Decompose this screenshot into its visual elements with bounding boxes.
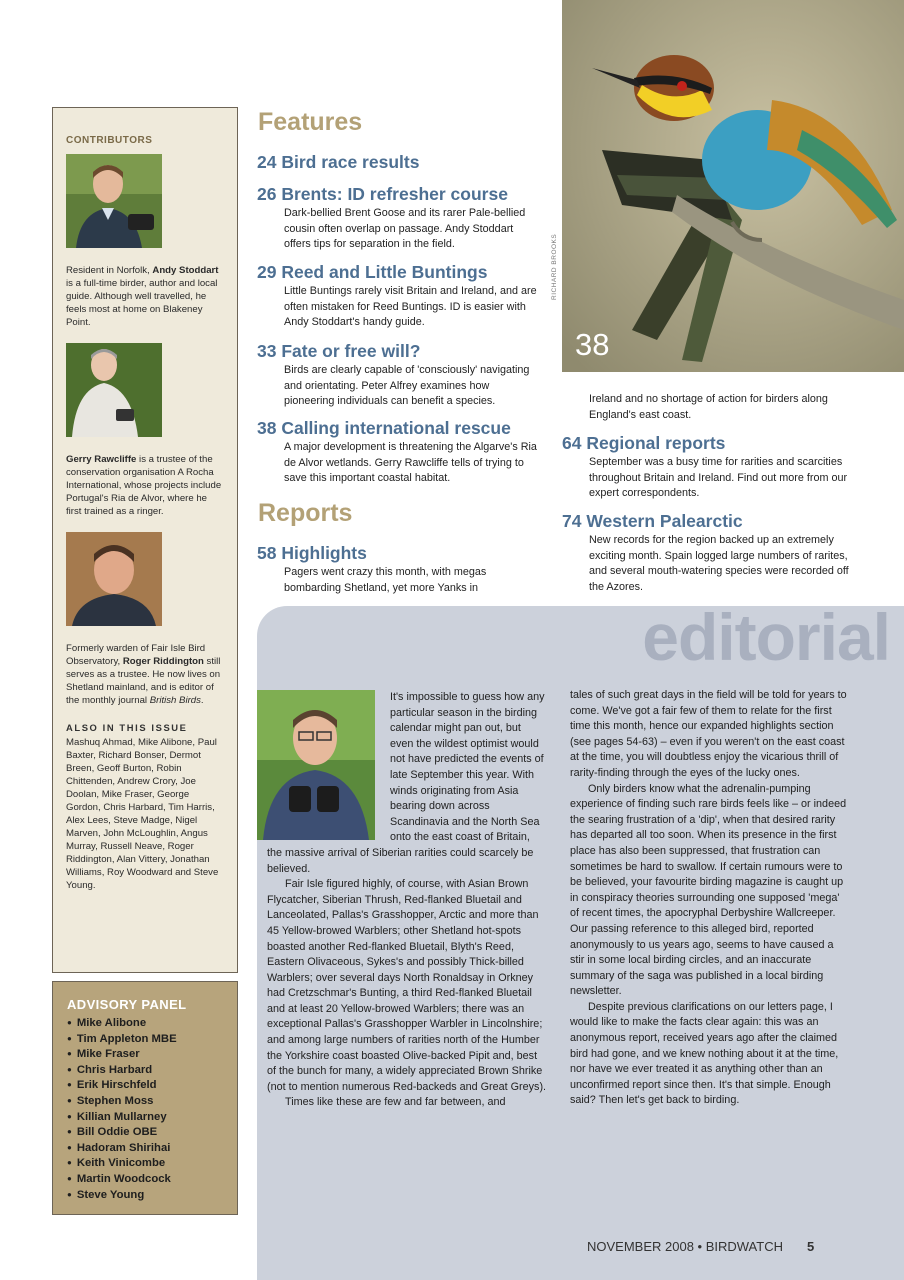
- advisory-member: ● Tim Appleton MBE: [67, 1032, 225, 1048]
- contributor-bio-andy-stoddart: Resident in Norfolk, Andy Stoddart is a full-time birder, author and local guide. Although well travelled, he feels most at home on Blakeney Point.: [66, 265, 219, 328]
- report-desc: New records for the region backed up an extremely exciting month. Spain logged large numbers of rarites, and several mouth-watering species were recorded off the Azores.: [589, 534, 849, 593]
- editorial-paragraph: Times like these are few and far between, and: [285, 1096, 506, 1109]
- editorial-paragraph: Fair Isle figured highly, of course, with Asian Brown Flycatcher, Siberian Thrush, Red-flanked Bluetail and Lanceolated, Pallas's Grasshopper, Arctic and more than 45 Yellow-browed Warblers; other Shetland hot-spots boasted another Red-flanked Bluetail, Blyth's Reed, Eastern Olivaceous, Sykes's and possibly Thick-billed Warblers; over several days North Ronaldsay in Orkney had Cretzschmar's Bunting, a third Red-flanked Bluetail and at least 20 Yellow-browed Warblers; there was an exceptional Pallas's Grasshopper Warbler in Lincolnshire; and among large numbers of rarities north of the Humber the Yorkshire coast boasted Olive-backed Pipit and, best of the bunch for many, a widely appreciated Brown Shrike (not to mention numerous Red-backeds and Great Greys).: [267, 878, 547, 1093]
- feature-title[interactable]: 33 Fate or free will?: [257, 341, 421, 361]
- advisory-member: ● Mike Alibone: [67, 1016, 225, 1032]
- advisory-member: ● Martin Woodcock: [67, 1172, 225, 1188]
- bee-eater-photo: [562, 0, 904, 372]
- advisory-member: ● Keith Vinicombe: [67, 1156, 225, 1172]
- contributor-photo-roger-riddington: [66, 532, 162, 626]
- contributor-photo-gerry-rawcliffe: [66, 343, 162, 437]
- feature-title[interactable]: 38 Calling international rescue: [257, 418, 511, 438]
- advisory-member: ● Chris Harbard: [67, 1063, 225, 1079]
- also-in-this-issue-heading: ALSO IN THIS ISSUE: [66, 722, 188, 733]
- features-heading: Features: [258, 108, 363, 136]
- report-item[interactable]: [257, 543, 534, 596]
- feature-title[interactable]: 29 Reed and Little Buntings: [257, 262, 488, 282]
- contributors-box: [52, 107, 238, 973]
- editorial-heading: editorial: [642, 600, 890, 674]
- contributor-bio-roger-riddington: Formerly warden of Fair Isle Bird Observatory, Roger Riddington still serves as a trustee. He now lives on Shetland mainland, and is editor of the monthly journal British Birds.: [66, 643, 221, 706]
- contributor-photo-andy-stoddart: [66, 154, 162, 248]
- advisory-member: ● Steve Young: [67, 1188, 225, 1204]
- footer-issue: NOVEMBER 2008 • BIRDWATCH: [587, 1239, 783, 1254]
- feature-item[interactable]: [257, 152, 574, 173]
- report-item[interactable]: [562, 511, 859, 595]
- contributors-heading: CONTRIBUTORS: [66, 135, 153, 146]
- report-item-continued: [589, 391, 849, 423]
- editorial-column-2: [570, 688, 848, 1109]
- report-desc: September was a busy time for rarities and scarcities throughout Britain and Ireland. Find out more from our expert correspondents.: [589, 456, 848, 499]
- report-title[interactable]: 64 Regional reports: [562, 433, 726, 453]
- advisory-heading: ADVISORY PANEL: [67, 997, 187, 1012]
- editorial-paragraph: Only birders know what the adrenalin-pumping experience of finding such rare birds feels like – or indeed the searing frustration of a 'dip', when that desired rarity has departed all too soon. When its presence in the first place has also been suppressed, that frustration can sometimes be hard to swallow. If certain rumours were to be believed, your favourite birding magazine is caught up in conspiracy theories surrounding one supposed 'mega' of recent times, the apocryphal Derbyshire Wallcreeper. Our passing reference to this alleged bird, reported anonymously to us years ago, seems to have caused a stir in some local birding circles, and an inaccurate summary of the saga was published in a local birding newsletter.: [570, 782, 847, 998]
- photo-page-ref[interactable]: 38: [575, 327, 610, 362]
- feature-item[interactable]: [257, 262, 542, 331]
- advisory-list: [67, 1016, 225, 1203]
- report-desc: Ireland and no shortage of action for birders along England's east coast.: [589, 393, 828, 421]
- feature-desc: Little Buntings rarely visit Britain and Ireland, and are often mistaken for Reed Buntings. ID is easier with Andy Stoddart's handy guide.: [284, 285, 537, 328]
- feature-title[interactable]: 26 Brents: ID refresher course: [257, 184, 508, 204]
- report-item[interactable]: [562, 433, 859, 502]
- feature-item[interactable]: [257, 341, 542, 410]
- report-desc: Pagers went crazy this month, with megas bombarding Shetland, yet more Yanks in: [284, 566, 487, 594]
- feature-desc: A major development is threatening the Algarve's Ria de Alvor wetlands. Gerry Rawcliffe tells of trying to save this important coastal habitat.: [284, 441, 537, 484]
- editorial-section: [257, 600, 904, 1280]
- editorial-paragraph: Despite previous clarifications on our letters page, I would like to make the facts clear again: this was an anonymous report, received years ago after the claimed bird had gone, and we knew nothing about it at the time, nor have we ever treated it as anything other than an unconfirmed report since then. It's that simple. Enough said? Then let's get back to birding.: [570, 1000, 839, 1107]
- reports-heading: Reports: [258, 499, 353, 527]
- photo-credit: RICHARD BROOKS: [551, 233, 558, 300]
- feature-desc: Birds are clearly capable of 'consciously' navigating and orientating. Peter Alfrey examines how pioneering individuals can benefit a species.: [284, 364, 530, 407]
- advisory-member: ● Stephen Moss: [67, 1094, 225, 1110]
- editorial-paragraph: tales of such great days in the field will be told for years to come. We've got a fair few of them to relate for the first time this month, hence our expanded highlights section (see pages 54-63) – even if you weren't on the east coast at the time, you will doubtless enjoy the vicarious thrill of rarity-finding through the eyes of the lucky ones.: [570, 689, 847, 779]
- footer-page-number: 5: [806, 1239, 815, 1254]
- feature-item[interactable]: [257, 418, 544, 487]
- advisory-member: ● Bill Oddie OBE: [67, 1125, 225, 1141]
- contributor-bio-gerry-rawcliffe: Gerry Rawcliffe is a trustee of the conservation organisation A Rocha International, whose projects include Portugal's Ria de Alvor, where he first trained as a ringer.: [66, 454, 222, 517]
- also-in-this-issue-list: Mashuq Ahmad, Mike Alibone, Paul Baxter, Richard Bonser, Dermot Breen, Geoff Burton, Robin Chittenden, Andrew Crory, Joe Doolan, Mike Fraser, George Gordon, Chris Harbard, Tim Harris, Alex Lees, Steve Madge, Nigel Marven, John McLoughlin, Angus Murray, Russell Neave, Roger Riddington, Alan Vittery, Jonathan Williams, Roy Woodward and Steve Young.: [66, 737, 219, 891]
- feature-item[interactable]: [257, 184, 534, 253]
- feature-desc: Dark-bellied Brent Goose and its rarer Pale-bellied cousin often overlap on passage. Andy Stoddart offers tips for separation in the field.: [284, 207, 526, 250]
- advisory-member: ● Killian Mullarney: [67, 1110, 225, 1126]
- feature-title[interactable]: 24 Bird race results: [257, 152, 420, 172]
- report-title[interactable]: 74 Western Palearctic: [562, 511, 743, 531]
- editorial-column-1: [267, 690, 547, 1111]
- page-footer: [587, 1239, 814, 1254]
- report-title[interactable]: 58 Highlights: [257, 543, 367, 563]
- advisory-panel: [52, 981, 238, 1215]
- advisory-member: ● Mike Fraser: [67, 1047, 225, 1063]
- advisory-member: ● Erik Hirschfeld: [67, 1078, 225, 1094]
- editorial-paragraph: It's impossible to guess how any particular season in the birding calendar might pan out, but even the wildest optimist would not have predicted the events of late September this year. With winds originating from Asia bearing down across Scandinavia and the North Sea onto the east coast of Britain, the massive arrival of Siberian rarities could scarcely be believed.: [267, 691, 545, 875]
- advisory-member: ● Hadoram Shirihai: [67, 1141, 225, 1157]
